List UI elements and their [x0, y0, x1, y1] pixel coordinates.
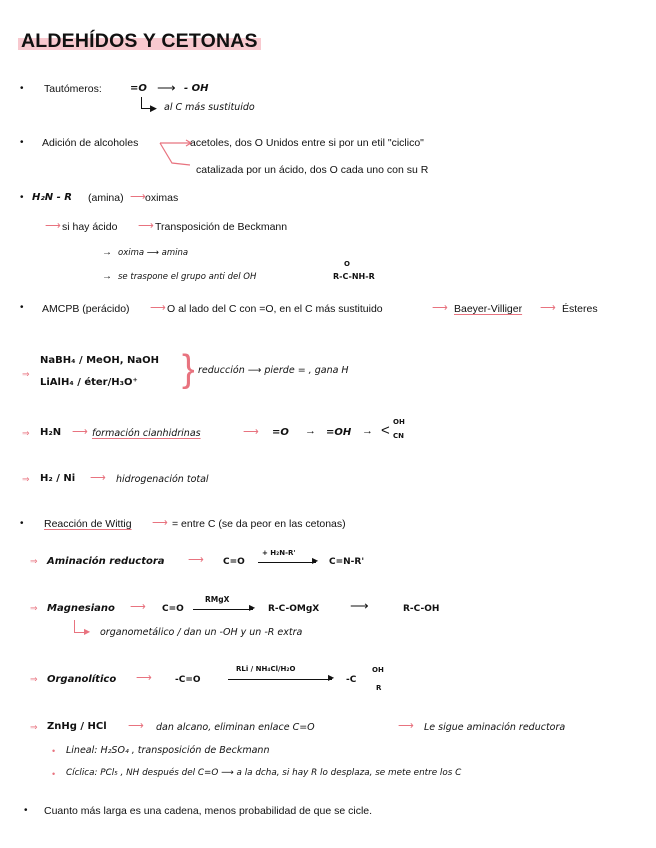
arrow-icon: ⟶ [350, 598, 369, 613]
amina-result: oximas [145, 192, 179, 204]
adicion-line1: acetoles, dos O Unidos entre si por un etil "ciclico" [190, 137, 424, 149]
magnesiano-f2: R-C-OMgX [268, 604, 320, 614]
bullet: • [20, 83, 24, 94]
amina-paren: (amina) [88, 192, 124, 204]
reaction-arrow-line [258, 562, 316, 563]
amina-l2: se traspone el grupo anti del OH [118, 272, 257, 282]
pink-arrow-bullet-icon: ⇒ [30, 674, 38, 684]
reaction-arrow-line [228, 679, 332, 680]
fork-icon: < [381, 422, 390, 439]
tautomeros-note: al C más sustituido [164, 102, 255, 113]
tautomeros-formula-b: - OH [184, 83, 209, 94]
arrow-head-icon: ▶ [249, 603, 256, 612]
tautomeros-formula-a: =O [130, 83, 147, 94]
amina-label: H₂N - R [32, 192, 72, 203]
bullet: • [20, 302, 24, 313]
cianhidrinas-f1: =O [272, 427, 289, 438]
znhg-lineal: Lineal: H₂SO₄ , transposición de Beckmann [66, 745, 270, 756]
arrow-icon: ⟶ [398, 720, 414, 732]
arrow-icon: → [362, 425, 373, 437]
wittig-desc: = entre C (se da peor en las cetonas) [172, 518, 346, 530]
hidrogenacion-label: H₂ / Ni [40, 473, 76, 484]
amina-l1: oxima ⟶ amina [118, 248, 189, 258]
arrow-head-icon: ▶ [312, 556, 319, 565]
arrow-icon: ⟶ [157, 80, 176, 95]
aminacion-f2: C=N-R' [329, 557, 365, 567]
arrow-icon: → [305, 425, 316, 437]
arrow-icon: ⟶ [138, 220, 154, 232]
organolitico-f2-top: OH [372, 666, 384, 674]
znhg-label: ZnHg / HCl [47, 721, 107, 732]
amcpb-name: Baeyer-Villiger [454, 303, 523, 315]
pink-arrow-bullet-icon: ⇒ [30, 556, 38, 566]
bullet: • [20, 137, 24, 148]
arrow-icon: → [102, 247, 112, 258]
aminacion-label: Aminación reductora [47, 556, 165, 567]
pink-arrow-bullet-icon: ⇒ [30, 722, 38, 732]
arrow-icon: ⟶ [136, 672, 152, 684]
arrow-icon: ⟶ [128, 720, 144, 732]
aminacion-f1: C=O [223, 557, 245, 567]
hidrogenacion-desc: hidrogenación total [116, 474, 209, 485]
organolitico-reagent: RLi / NH₄Cl/H₂O [236, 665, 296, 673]
amina-beckmann: Transposición de Beckmann [155, 221, 288, 233]
magnesiano-f1: C=O [162, 604, 184, 614]
amina-struct-top: O [344, 260, 350, 268]
tautomeros-label: Tautómeros: [44, 83, 102, 95]
magnesiano-reagent: RMgX [205, 595, 230, 604]
reduccion-desc: reducción ⟶ pierde = , gana H [198, 365, 349, 376]
arrow-head-icon: ▶ [328, 673, 335, 682]
arrow-icon: ⟶ [152, 517, 168, 529]
arrow-icon: ⟶ [540, 302, 556, 314]
cadena-text: Cuanto más larga es una cadena, menos probabilidad de que se cicle. [44, 805, 373, 817]
magnesiano-label: Magnesiano [47, 603, 115, 614]
znhg-ciclica: Cíclica: PCl₅ , NH después del C=O ⟶ a la dcha, si hay R lo desplaza, se mete entre los C [66, 768, 462, 778]
arrow-icon: ⟶ [130, 191, 146, 203]
arrow-icon: ⟶ [150, 302, 166, 314]
cianhidrinas-f2: =OH [326, 427, 352, 438]
pink-arrow-bullet-icon: ⇒ [22, 428, 30, 438]
arrow-icon: ⟶ [45, 220, 61, 232]
znhg-tail: Le sigue aminación reductora [424, 722, 566, 733]
arrow-head-icon: ▶ [150, 103, 157, 113]
bullet: • [20, 192, 24, 203]
arrow-icon: → [102, 271, 112, 282]
aminacion-reagent: + H₂N-R' [262, 549, 296, 557]
reduccion-r1: NaBH₄ / MeOH, NaOH [40, 355, 159, 366]
cianhidrinas-desc: formación cianhidrinas [92, 428, 201, 439]
organolitico-f2: -C [346, 675, 357, 685]
arrow-icon: ⟶ [90, 472, 106, 484]
amina-struct: R-C-NH-R [333, 272, 375, 281]
znhg-desc: dan alcano, eliminan enlace C=O [156, 722, 315, 733]
organolitico-f2-bot: R [376, 684, 382, 692]
arrow-icon: ⟶ [130, 601, 146, 613]
pink-arrow-bullet-icon: ⇒ [30, 603, 38, 613]
arrow-icon: ⟶ [432, 302, 448, 314]
bullet: • [20, 518, 24, 529]
pink-arrow-bullet-icon: ⇒ [22, 369, 30, 379]
magnesiano-f3: R-C-OH [403, 604, 440, 614]
amcpb-label: AMCPB (perácido) [42, 303, 130, 315]
pink-dot-icon: • [52, 746, 56, 756]
cianhidrinas-f3-bot: CN [393, 432, 404, 440]
organolitico-f1: -C=O [175, 675, 201, 685]
arrow-icon: ⟶ [188, 554, 204, 566]
magnesiano-note: organometálico / dan un -OH y un -R extra [100, 627, 303, 638]
organolitico-label: Organolítico [47, 674, 117, 685]
amcpb-mid: O al lado del C con =O, en el C más sustituido [167, 303, 383, 315]
pink-dot-icon: • [52, 769, 56, 779]
adicion-label: Adición de alcoholes [42, 137, 139, 149]
page-title: ALDEHÍDOS Y CETONAS [18, 30, 261, 53]
wittig-label: Reacción de Wittig [44, 518, 132, 530]
fork-arrow-icon [158, 137, 194, 171]
arrow-icon: ⟶ [243, 426, 259, 438]
cianhidrinas-label: H₂N [40, 427, 62, 438]
adicion-line2: catalizada por un ácido, dos O cada uno con su R [196, 164, 429, 176]
arrow-icon: ⟶ [72, 426, 88, 438]
reaction-arrow-line [193, 609, 253, 610]
cianhidrinas-f3-top: OH [393, 418, 405, 426]
amcpb-result: Ésteres [562, 303, 598, 315]
reduccion-r2: LiAlH₄ / éter/H₃O⁺ [40, 377, 138, 388]
brace-icon: } [182, 348, 195, 390]
amina-acid: si hay ácido [62, 221, 118, 233]
pink-arrow-bullet-icon: ⇒ [22, 474, 30, 484]
arrow-head-icon: ▶ [84, 627, 91, 636]
bullet: • [24, 805, 28, 816]
